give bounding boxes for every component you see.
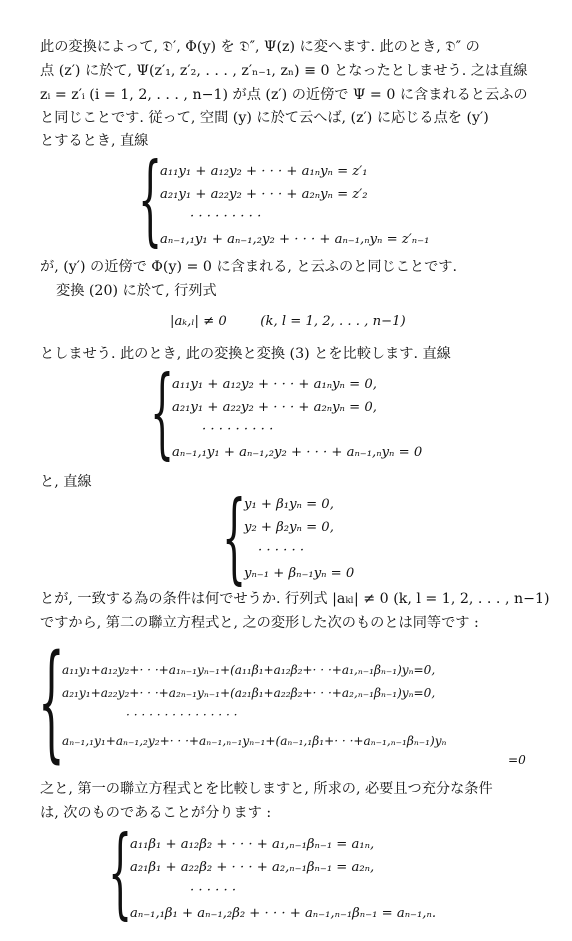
paragraph-line: zᵢ = z′ᵢ (i = 1, 2, . . . , n−1) が点 (z′) の近傍で Ψ = 0 に含まれると云ふの xyxy=(40,87,528,103)
equation-line: a₁₁y₁+a₁₂y₂+· · ·+a₁ₙ₋₁yₙ₋₁+(a₁₁β₁+a₁₂β₂+· · ·+a₁,ₙ₋₁βₙ₋₁)yₙ=0, xyxy=(62,663,436,677)
paragraph-line: 点 (z′) に於て, Ψ(z′₁, z′₂, . . . , z′ₙ₋₁, zₙ) ≡ 0 となったとしませう. 之は直線 xyxy=(40,63,528,79)
equation-line: · · · · · · · · · · · · · · · xyxy=(126,708,238,722)
left-brace: { xyxy=(108,815,133,930)
determinant-condition: |aₖ,ₗ| ≠ 0 (k, l = 1, 2, . . . , n−1) xyxy=(170,314,406,329)
equation-line: y₁ + β₁yₙ = 0, xyxy=(244,497,334,512)
equation-line: · · · · · · · · · xyxy=(202,422,274,437)
paragraph-line: としませう. 此のとき, 此の変換と変換 (3) とを比較します. 直線 xyxy=(40,346,451,362)
equation-line: a₂₁y₁ + a₂₂y₂ + · · · + a₂ₙyₙ = z′₂ xyxy=(160,187,368,202)
equation-line: · · · · · · xyxy=(258,543,305,558)
equation-line: a₂₁y₁+a₂₂y₂+· · ·+a₂ₙ₋₁yₙ₋₁+(a₂₁β₁+a₂₂β₂+· · ·+a₂,ₙ₋₁βₙ₋₁)yₙ=0, xyxy=(62,686,436,700)
equation-line: y₂ + β₂yₙ = 0, xyxy=(244,520,334,535)
equation-line: a₁₁y₁ + a₁₂y₂ + · · · + a₁ₙyₙ = 0, xyxy=(172,377,377,392)
left-brace: { xyxy=(150,355,175,470)
equation-line: a₁₁β₁ + a₁₂β₂ + · · · + a₁,ₙ₋₁βₙ₋₁ = a₁ₙ, xyxy=(130,837,375,852)
paragraph-line: と同じことです. 従って, 空間 (y) に於て云へば, (z′) に応じる点を (y′) xyxy=(40,110,489,126)
paragraph-line: 之と, 第一の聯立方程式とを比較しますと, 所求の, 必要且つ充分な条件 xyxy=(40,781,493,797)
left-brace: { xyxy=(38,628,65,775)
equation-line: aₙ₋₁,₁β₁ + aₙ₋₁,₂β₂ + · · · + aₙ₋₁,ₙ₋₁βₙ₋₁ = aₙ₋₁,ₙ. xyxy=(130,906,437,921)
equation-line: · · · · · · · · · xyxy=(190,209,262,224)
paragraph-line: とするとき, 直線 xyxy=(40,133,149,149)
paragraph-line: 此の変換によって, 𝔇′, Φ(y) を 𝔇″, Ψ(z) に変へます. 此のとき, 𝔇″ の xyxy=(40,39,480,55)
equation-line: aₙ₋₁,₁y₁ + aₙ₋₁,₂y₂ + · · · + aₙ₋₁,ₙyₙ = z′ₙ₋₁ xyxy=(160,232,430,247)
left-brace: { xyxy=(222,480,247,595)
equation-line: a₂₁y₁ + a₂₂y₂ + · · · + a₂ₙyₙ = 0, xyxy=(172,400,377,415)
equation-line: a₂₁β₁ + a₂₂β₂ + · · · + a₂,ₙ₋₁βₙ₋₁ = a₂ₙ, xyxy=(130,860,375,875)
paragraph-line: 変換 (20) に於て, 行列式 xyxy=(56,283,217,299)
equation-line: · · · · · · xyxy=(190,883,237,898)
equation-line: aₙ₋₁,₁y₁ + aₙ₋₁,₂y₂ + · · · + aₙ₋₁,ₙyₙ = 0 xyxy=(172,445,423,460)
equation-line: a₁₁y₁ + a₁₂y₂ + · · · + a₁ₙyₙ = z′₁ xyxy=(160,164,368,179)
equation-line: aₙ₋₁,₁y₁+aₙ₋₁,₂y₂+· · ·+aₙ₋₁,ₙ₋₁yₙ₋₁+(aₙ₋₁,₁β₁+· · ·+aₙ₋₁,ₙ₋₁βₙ₋₁)yₙ xyxy=(62,734,447,748)
equation-line: yₙ₋₁ + βₙ₋₁yₙ = 0 xyxy=(244,566,355,581)
paragraph-line: とが, 一致する為の条件は何でせうか. 行列式 |aₖₗ| ≠ 0 (k, l = 1, 2, . . . , n−1) xyxy=(40,591,550,607)
paragraph-line: と, 直線 xyxy=(40,474,92,490)
left-brace: { xyxy=(138,142,163,257)
equation-line: =0 xyxy=(508,753,526,767)
paragraph-line: ですから, 第二の聯立方程式と, 之の変形した次のものとは同等です : xyxy=(40,615,479,631)
paragraph-line: が, (y′) の近傍で Φ(y) = 0 に含まれる, と云ふのと同じことです. xyxy=(40,259,457,275)
paragraph-line: は, 次のものであることが分ります : xyxy=(40,805,272,821)
